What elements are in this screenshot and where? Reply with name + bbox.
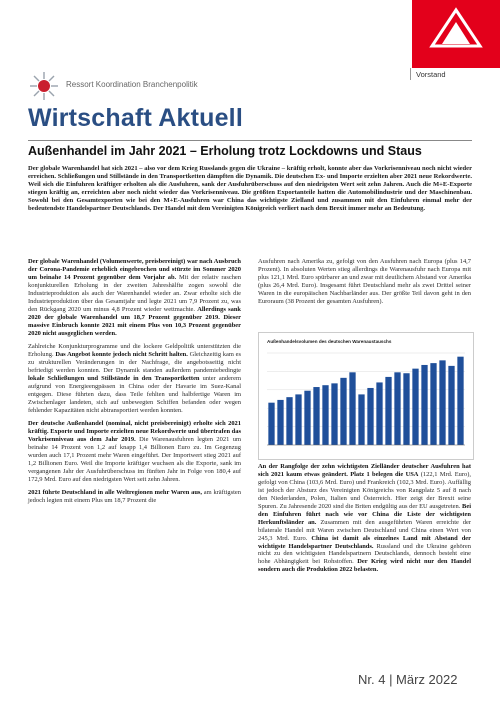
bold-text: Der Krieg wird nicht nur den Handel sondern auch die Produktion 2022 belasten. <box>258 558 471 574</box>
right-paragraph-1: Ausfuhren nach Amerika zu, gefolgt von den Ausfuhren nach Europa (plus 14,7 Prozent). In absoluten Werten stieg allerdings die Warenausfuhr nach Europa mit plus 121,1 Mrd. Euro spürbarer an und zwar mit deutlichem Abstand vor Amerika (plus 26,4 Mrd. Euro). Insgesamt führt Deutschland mehr als zwei Drittel seiner Waren in die europäischen Nachbarländer aus. Der größte Teil davon geht in den Euroraum (38 Prozent der gesamten Ausfuhren). <box>258 258 471 305</box>
left-paragraph-4 <box>28 489 241 505</box>
body-text: Zusammen mit den ausgeführten Waren erreichte der bilaterale Handel mit Waren zwischen Deutschland und China einen Wert von 245,3 Mrd. Euro. <box>258 518 472 542</box>
chart-bar <box>421 365 427 445</box>
left-paragraph-3 <box>28 420 241 484</box>
chart-bar <box>385 377 391 445</box>
chart-bar <box>349 372 355 445</box>
trade-chart <box>258 332 474 460</box>
ressort-label: Ressort Koordination Branchenpolitik <box>66 80 198 89</box>
chart-bar <box>403 373 409 445</box>
left-paragraph-1 <box>28 258 241 338</box>
bold-text: Der deutsche Außenhandel (nominal, nicht preisbereinigt) erholte sich 2021 kräftig. Exporte und Importe erzielten neue Rekordwerte und übertrafen das Vorkrisenniveau aus dem Jahr 2019. <box>28 420 241 444</box>
chart-bar <box>394 372 400 445</box>
chart-bar <box>340 378 346 445</box>
title-divider <box>28 140 472 141</box>
chart-bar <box>412 369 418 445</box>
ressort-emblem-icon <box>28 70 60 102</box>
right-column-top <box>258 258 471 311</box>
left-column <box>28 258 241 511</box>
body-text: Gleichzeitig kam es zu strukturellen Veränderungen in der Nachfrage, die angebotsseitig nicht befriedigt werden konnten. Der Dynamik standen außerdem pandemiebedingte <box>28 350 241 374</box>
bold-text: Der globale Warenhandel (Volumenwerte, preisbereinigt) war nach Ausbruch der Corona-Pandemie erheblich eingebrochen und stürzte im Sommer 2020 um beinahe 14 Prozent gegenüber dem Vorjahr ab. <box>28 258 241 281</box>
chart-bar <box>313 387 319 445</box>
bold-text: Das Angebot konnte jedoch nicht Schritt halten. <box>55 350 188 358</box>
chart-svg <box>259 333 473 459</box>
bold-text: 2021 führte Deutschland in alle Weltregionen mehr Waren aus, <box>28 489 203 497</box>
chart-bar <box>376 382 382 445</box>
body-text: unter anderem aufgrund von Energieengpässen in China oder der Havarie im Suez-Kanal entgegen. Diese führten dazu, dass Teile fehlten und halbfertige Waren im Zwischenlager landeten, sich auf unbewegten Schiffen befanden oder wegen fehlender Kapazitäten nicht abtransportiert werden konnten. <box>28 374 241 414</box>
left-paragraph-2 <box>28 343 241 415</box>
chart-bar <box>322 385 328 445</box>
body-text: am kräftigsten jedoch legten mit einem Plus um 18,7 Prozent die <box>28 489 241 505</box>
body-text: Russland und die Ukraine gehören nicht zu den wichtigsten Handelspartnern Deutschlands, dennoch besteht eine hohe Abhängigkeit bei Rohstoffen. <box>258 542 471 566</box>
chart-bar <box>268 403 274 445</box>
body-text: Zahlreiche Konjunkturprogramme und die lockere Geldpolitik unterstützten die Erholung. <box>28 343 241 358</box>
lead-paragraph: Der globale Warenhandel hat sich 2021 – also vor dem Krieg Russlands gegen die Ukraine – kräftig erholt, konnte aber das Vorkrisenniveau noch nicht wieder erreichen. Schließungen und Stillstände in den Transportketten dämpften die Dynamik. Die deutschen Ex- und Importe erzielten aber 2021 neue Rekordwerte. Weil sich die Einfuhren kräftiger erholten als die Ausfuhren, sank der Ausfuhrüberschuss auf den niedrigsten Wert seit zehn Jahren. Auch die M+E-Exporte stiegen kräftig an, erreichten aber noch nicht wieder das Vorkrisenniveau. Die größten Exportanteile hatten die Automobilindustrie und der Maschinenbau. Sowohl bei den Gesamtexporten wie bei den M+E-Ausfuhren war China das wichtigste Zielland und zusammen mit den Einfuhren einmal mehr der bedeutendste Handelspartner Deutschlands. Der Handel mit dem Vereinigten Königreich verliert nach dem Brexit immer mehr an Bedeutung. <box>28 165 472 213</box>
chart-bar <box>286 397 292 445</box>
bold-text: China ist damit als einzelnes Land mit Abstand der wichtigste Handelspartner Deutschlands. <box>258 534 471 550</box>
org-label: Vorstand <box>416 70 446 79</box>
chart-bar <box>331 383 337 445</box>
bold-text: Bei den Einfuhren führt nach wie vor China die Liste der wichtigsten Herkunftsländer an. <box>258 502 471 526</box>
chart-title: Außenhandelsvolumen des deutschen Warenaustauschs <box>267 339 392 344</box>
chart-bar <box>448 366 454 445</box>
bold-text: An der Rangfolge der zehn wichtigsten Zielländer deutscher Ausfuhren hat sich 2021 kaum etwas geändert. Platz 1 belegen die USA <box>258 463 471 478</box>
issue-number: Nr. 4 | März 2022 <box>358 672 458 687</box>
body-text: Mit der relativ raschen konjunkturellen Erholung in der zweiten Jahreshälfte zogen sowohl die Industrieproduktion als auch der Warenhandel wieder an. Zwar erholte sich die Industrieproduktion über das Gesamtjahr und legte 2021 um 7,9 Prozent zu, was den Rückgang 2020 um minus 4,8 Prozent wieder wettmachte. <box>28 273 241 313</box>
header-divider <box>410 68 411 80</box>
body-text: Die Warenausfuhren legten 2021 um beinahe 14 Prozent von 1,2 auf knapp 1,4 Billionen Euro zu. Im Gegenzug wurden auch 17,1 Prozent mehr Waren eingeführt. Der Importwert stieg 2021 auf 1,2 Billionen Euro. Weil die Importe kräftiger wuchsen als die Exporte, sank im vergangenen Jahr der Ausfuhrüberschuss im fünften Jahr in Folge von 180,4 auf 172,9 Mrd. Euro auf den niedrigsten Wert seit zehn Jahren. <box>28 436 241 483</box>
body-text: (122,1 Mrd. Euro), gefolgt von China (103,6 Mrd. Euro) und Frankreich (102,3 Mrd. Euro). Auffällig ist jedoch der Absturz des Vereinigten Königreichs von Rangplatz 5 auf 8 nach den Niederlanden, Polen, Italien und Österreich. Hier zeigt der Brexit seine Spuren. Zu Jahresende 2020 sind die Briten endgültig aus der EU ausgetreten. <box>258 470 471 510</box>
bold-text: lokale Schließungen und Stillstände in den Transportketten <box>28 374 200 382</box>
chart-bar <box>358 394 364 445</box>
right-column-bottom <box>258 463 471 580</box>
page-subtitle: Außenhandel im Jahr 2021 – Erholung trotz Lockdowns und Staus <box>28 144 422 158</box>
logo-mark-icon <box>412 0 500 68</box>
chart-bars <box>267 357 465 445</box>
right-paragraph-2 <box>258 463 471 574</box>
chart-bar <box>277 400 283 445</box>
chart-bar <box>439 360 445 445</box>
igmetall-logo <box>412 0 500 68</box>
chart-bar <box>295 394 301 445</box>
bold-text: Allerdings sank 2020 der globale Warenhandel um 18,7 Prozent gegenüber 2019. Dieser massive Einbruch konnte 2021 mit einem Plus von 10,3 Prozent gegenüber 2020 nicht ausgeglichen werden. <box>28 305 241 337</box>
page-title: Wirtschaft Aktuell <box>28 104 243 132</box>
chart-bar <box>430 363 436 445</box>
chart-bar <box>304 391 310 445</box>
chart-bar <box>367 388 373 445</box>
chart-bar <box>457 357 463 445</box>
